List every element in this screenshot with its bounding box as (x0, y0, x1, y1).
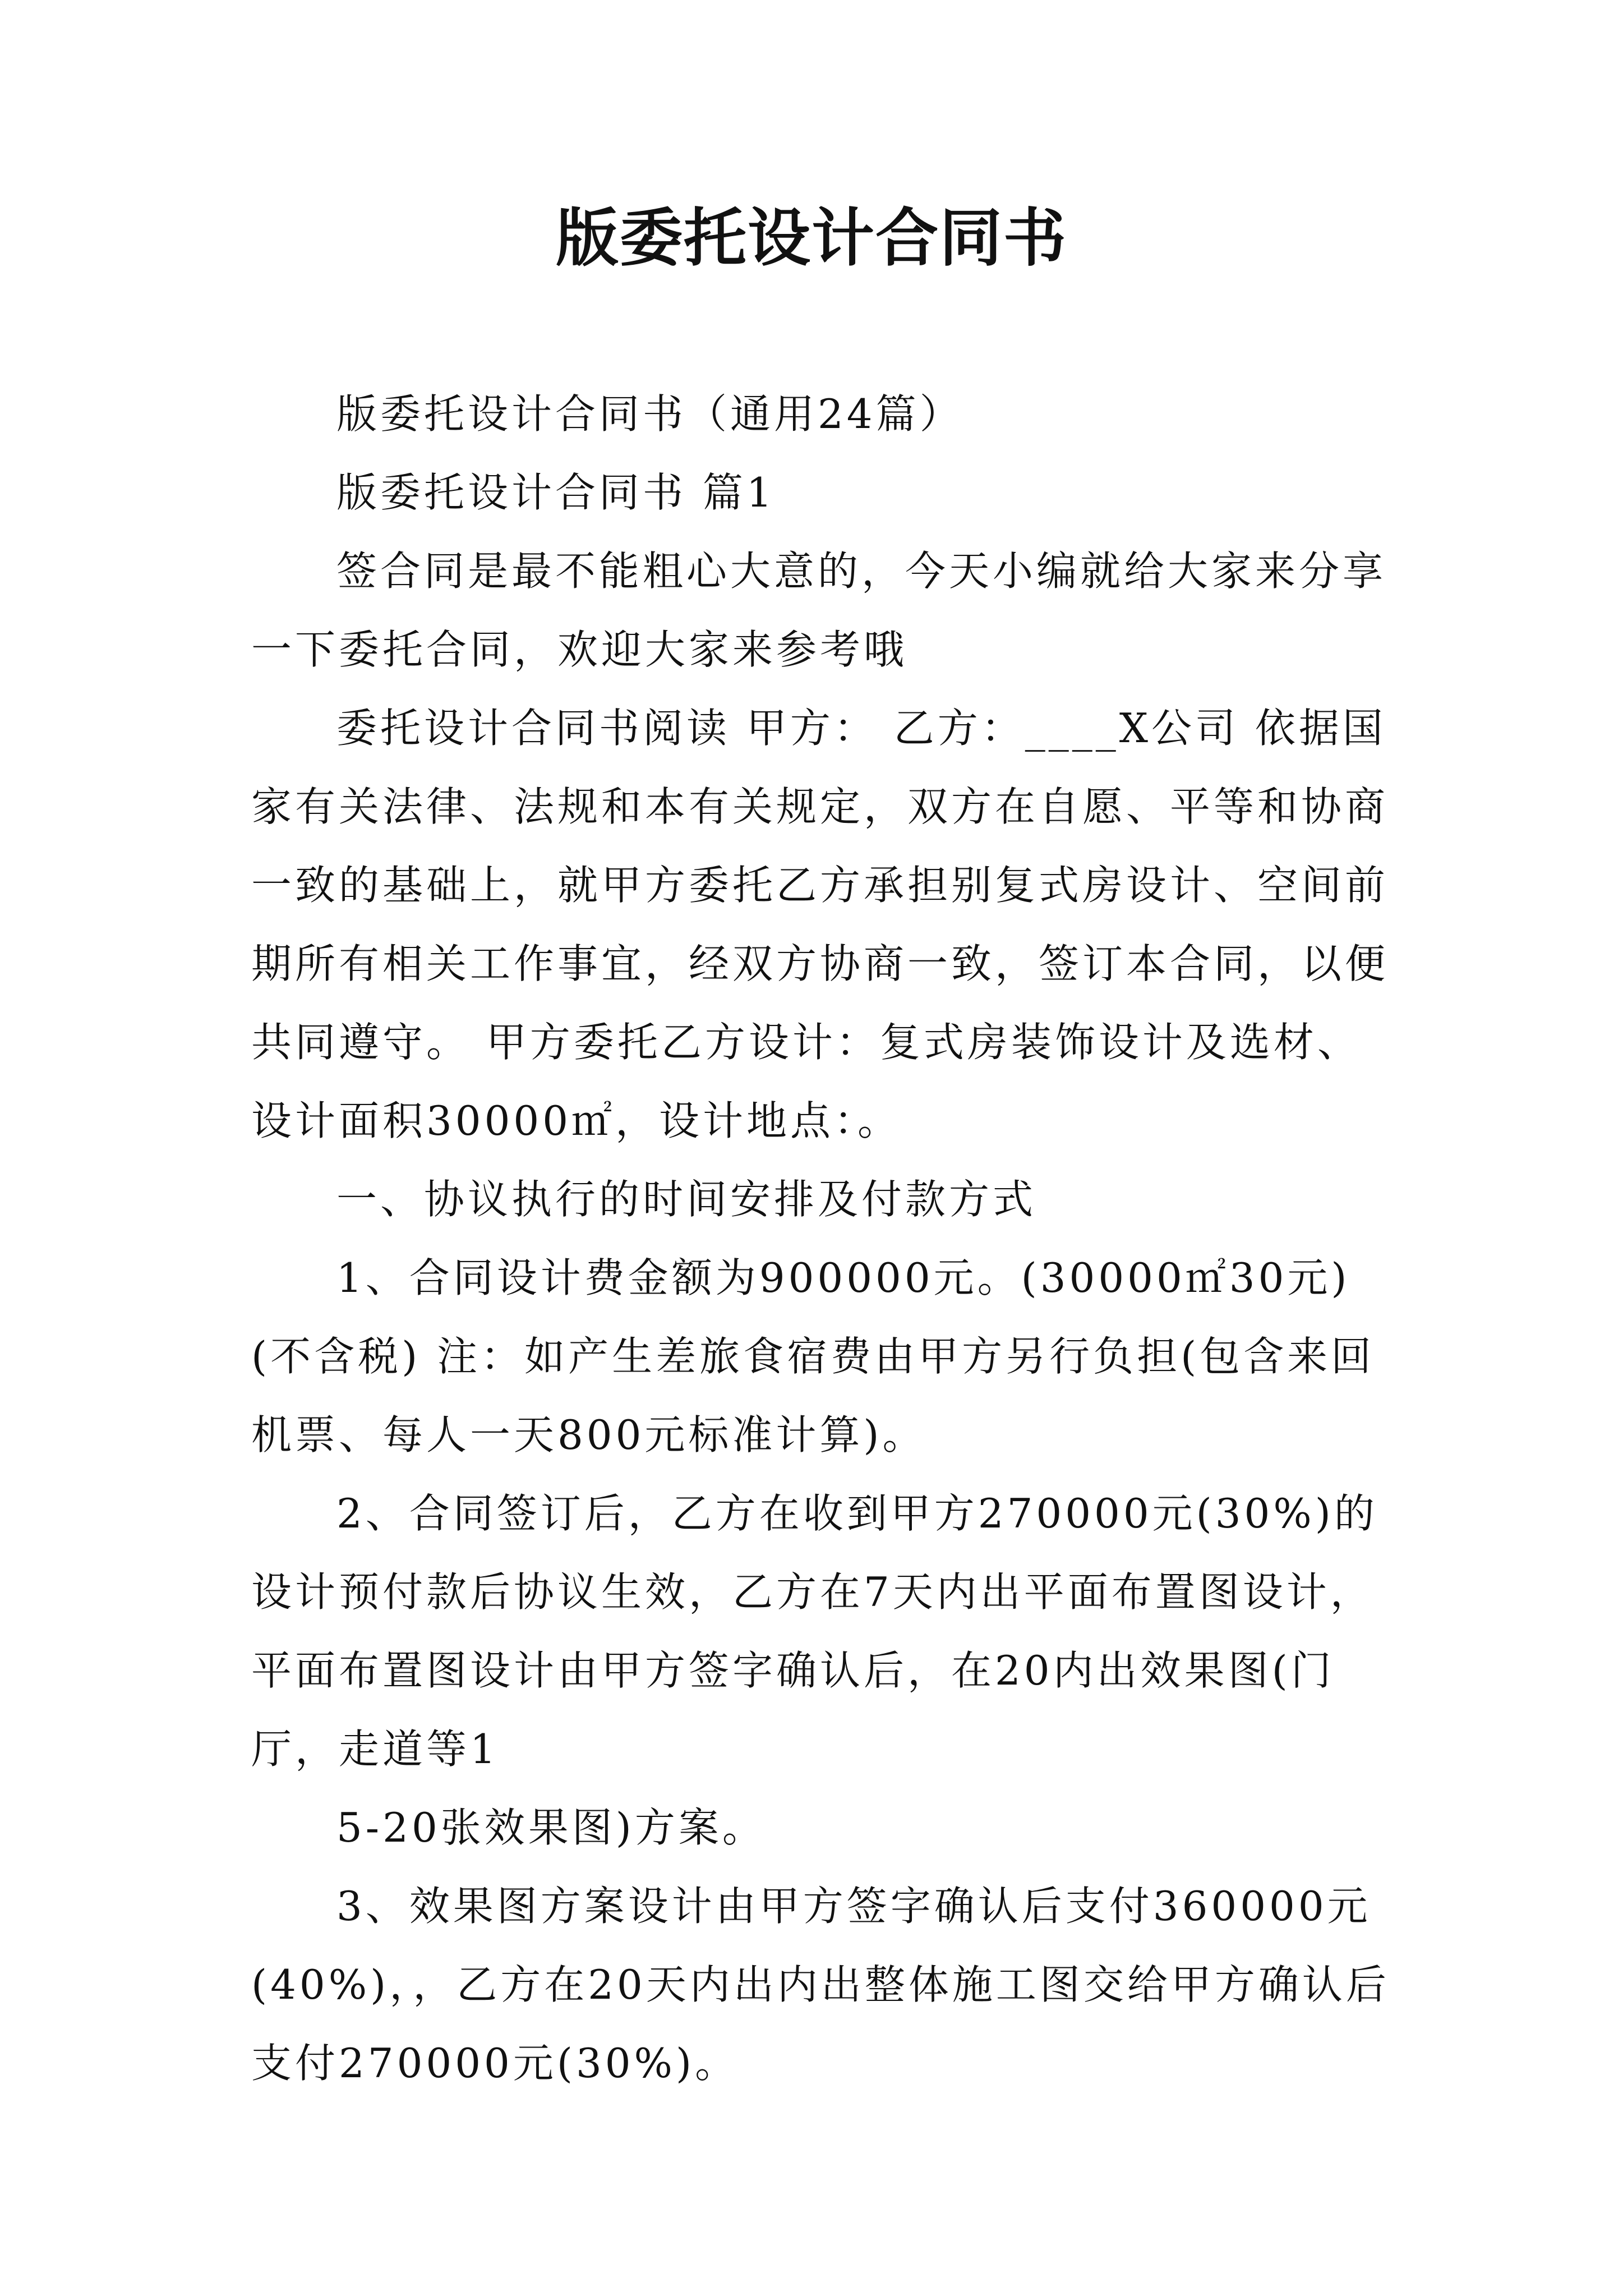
paragraph-intro: 签合同是最不能粗心大意的，今天小编就给大家来分享一下委托合同，欢迎大家来参考哦 (251, 547, 1387, 673)
paragraph-subtitle: 版委托设计合同书（通用24篇） (336, 390, 963, 438)
paragraph-clause-heading: 一、协议执行的时间安排及付款方式 (336, 1176, 1037, 1223)
paragraph-clause-2: 2、合同签订后，乙方在收到甲方270000元(30%)的设计预付款后协议生效，乙方在7天内出平面布置图设计，平面布置图设计由甲方签字确认后，在20内出效果图(门厅，走道等1 (251, 1490, 1378, 1773)
paragraph-contract-parties: 委托设计合同书阅读 甲方： 乙方：____X公司 依据国家有关法律、法规和本有关规定，双方在自愿、平等和协商一致的基础上，就甲方委托乙方承担别复式房设计、空间前期所有相关工作事宜，经双方协商一致，签订本合同，以便共同遵守。 甲方委托乙方设计：复式房装饰设计及选材、设计面积30000㎡，设计地点：。 (251, 705, 1389, 1144)
paragraph-clause-1: 1、合同设计费金额为900000元。(30000㎡30元)(不含税) 注：如产生差旅食宿费由甲方另行负担(包含来回机票、每人一天800元标准计算)。 (251, 1254, 1375, 1458)
paragraph-clause-2-continued: 5-20张效果图)方案。 (336, 1804, 766, 1851)
document-title: 版委托设计合同书 (556, 201, 1067, 275)
paragraph-clause-3: 3、效果图方案设计由甲方签字确认后支付360000元(40%)，，乙方在20天内出内出整体施工图交给甲方确认后支付270000元(30%)。 (251, 1883, 1390, 2087)
document-body (251, 375, 1395, 2102)
paragraph-section-heading: 版委托设计合同书 篇1 (336, 469, 776, 516)
